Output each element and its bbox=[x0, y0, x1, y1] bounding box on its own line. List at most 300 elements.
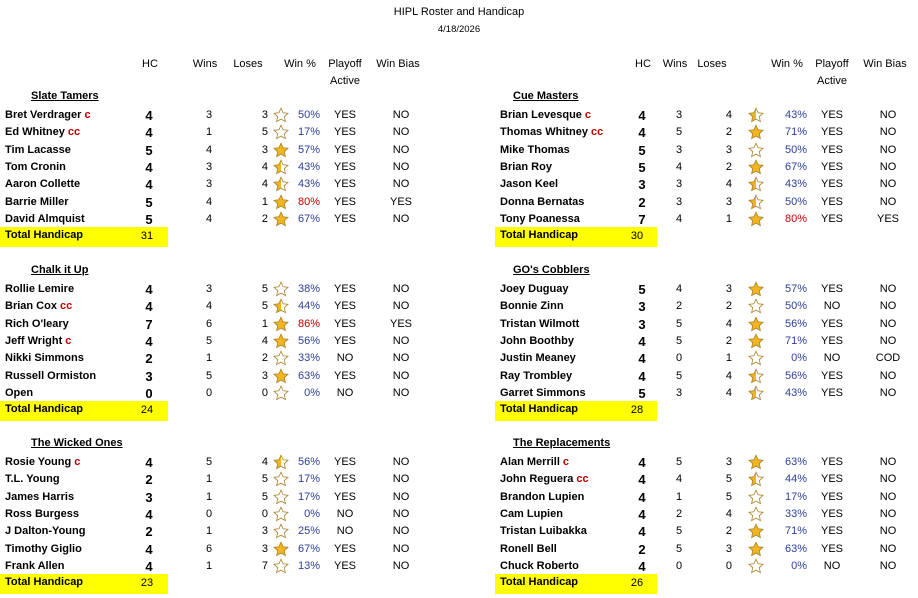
player-win-pct: 80% bbox=[297, 195, 320, 208]
player-win-bias: NO bbox=[879, 126, 897, 139]
player-hc: 0 bbox=[145, 385, 153, 401]
player-win-bias: YES bbox=[876, 212, 899, 225]
table-row bbox=[0, 506, 455, 523]
total-handicap-row bbox=[495, 401, 657, 421]
player-name-text: Jeff Wright bbox=[5, 334, 63, 347]
player-wins: 4 bbox=[205, 143, 213, 156]
table-row bbox=[495, 211, 918, 228]
table-row bbox=[0, 124, 455, 141]
player-wins: 6 bbox=[205, 542, 213, 555]
player-playoff-active: YES bbox=[820, 212, 843, 225]
player-loses: 0 bbox=[725, 559, 732, 572]
player-playoff-active: NO bbox=[823, 300, 841, 313]
player-wins: 4 bbox=[205, 212, 213, 225]
player-win-pct: 0% bbox=[791, 352, 807, 365]
table-row bbox=[495, 558, 918, 575]
player-wins: 4 bbox=[675, 212, 683, 225]
header-playoff-active: Playoff Active bbox=[328, 58, 362, 87]
player-loses: 3 bbox=[725, 283, 732, 295]
star-icon bbox=[748, 454, 764, 470]
player-playoff-active: NO bbox=[336, 507, 354, 520]
player-name-text: David Almquist bbox=[5, 212, 85, 225]
player-win-pct: 43% bbox=[297, 178, 320, 191]
player-playoff-active: YES bbox=[820, 143, 843, 156]
player-name-text: Rich O'leary bbox=[5, 317, 69, 330]
table-row bbox=[0, 298, 455, 315]
total-handicap-label: Total Handicap bbox=[5, 576, 84, 589]
player-win-bias: NO bbox=[392, 300, 410, 313]
player-playoff-active: YES bbox=[820, 334, 843, 347]
star-icon bbox=[748, 471, 764, 487]
player-playoff-active: NO bbox=[823, 352, 841, 365]
player-wins: 3 bbox=[205, 160, 213, 173]
player-wins: 1 bbox=[205, 473, 213, 486]
player-loses: 4 bbox=[261, 178, 268, 191]
player-name bbox=[500, 350, 576, 367]
total-handicap-value: 23 bbox=[140, 577, 154, 590]
player-loses: 5 bbox=[261, 490, 268, 503]
player-win-bias: YES bbox=[389, 317, 412, 330]
header-hc: HC bbox=[635, 58, 651, 70]
player-loses: 3 bbox=[261, 143, 268, 156]
player-hc: 3 bbox=[638, 299, 646, 315]
player-win-pct: 86% bbox=[297, 317, 320, 330]
player-playoff-active: YES bbox=[333, 559, 356, 572]
player-hc: 4 bbox=[638, 524, 646, 540]
player-name bbox=[500, 194, 584, 211]
player-hc: 4 bbox=[638, 108, 646, 123]
player-win-pct: 43% bbox=[784, 386, 807, 399]
player-wins: 5 bbox=[675, 525, 683, 538]
player-wins: 3 bbox=[675, 178, 683, 191]
player-name bbox=[5, 506, 79, 523]
player-name-text: Brian Roy bbox=[500, 160, 552, 173]
total-handicap-label: Total Handicap bbox=[500, 576, 579, 589]
player-name-text: Ed Whitney bbox=[5, 126, 65, 139]
player-name bbox=[5, 471, 60, 488]
player-win-pct: 17% bbox=[784, 490, 807, 503]
player-name-text: Russell Ormiston bbox=[5, 369, 97, 382]
player-win-pct: 44% bbox=[297, 300, 320, 313]
total-handicap-row bbox=[0, 574, 168, 594]
captain-marker: c bbox=[584, 109, 592, 121]
player-win-bias: NO bbox=[879, 300, 897, 313]
table-row bbox=[0, 176, 455, 193]
star-icon bbox=[748, 211, 764, 227]
player-hc: 2 bbox=[145, 472, 153, 488]
table-row bbox=[495, 124, 918, 141]
player-win-pct: 50% bbox=[297, 109, 320, 121]
player-playoff-active: NO bbox=[336, 386, 354, 399]
player-name-text: Tristan Luibakka bbox=[500, 525, 587, 538]
player-wins: 0 bbox=[205, 507, 213, 520]
player-playoff-active: YES bbox=[820, 473, 843, 486]
player-win-pct: 13% bbox=[297, 559, 320, 572]
player-wins: 5 bbox=[675, 126, 683, 139]
player-playoff-active: YES bbox=[820, 386, 843, 399]
star-icon bbox=[748, 176, 764, 192]
player-win-bias: NO bbox=[392, 456, 410, 468]
player-name-text: Nikki Simmons bbox=[5, 352, 84, 365]
player-name-text: Ray Trombley bbox=[500, 369, 573, 382]
player-win-bias: NO bbox=[392, 490, 410, 503]
player-playoff-active: YES bbox=[333, 542, 356, 555]
player-loses: 2 bbox=[261, 212, 268, 225]
player-name bbox=[5, 176, 80, 193]
player-playoff-active: YES bbox=[333, 317, 356, 330]
player-playoff-active: YES bbox=[333, 456, 356, 468]
player-wins: 4 bbox=[675, 283, 683, 295]
table-row bbox=[0, 281, 455, 298]
player-wins: 5 bbox=[675, 369, 683, 382]
player-name bbox=[5, 211, 85, 228]
player-name bbox=[5, 558, 65, 575]
player-loses: 0 bbox=[261, 507, 268, 520]
player-playoff-active: YES bbox=[333, 143, 356, 156]
player-win-bias: NO bbox=[392, 334, 410, 347]
player-playoff-active: YES bbox=[820, 317, 843, 330]
player-name-text: Bret Verdrager bbox=[5, 109, 82, 121]
player-hc: 2 bbox=[638, 194, 646, 210]
player-wins: 5 bbox=[675, 334, 683, 347]
player-playoff-active: YES bbox=[820, 160, 843, 173]
player-hc: 3 bbox=[145, 368, 153, 384]
table-row bbox=[495, 489, 918, 506]
player-hc: 4 bbox=[638, 472, 646, 488]
player-name-text: John Reguera bbox=[500, 473, 574, 486]
player-name bbox=[500, 333, 574, 350]
player-win-pct: 50% bbox=[784, 300, 807, 313]
player-win-pct: 56% bbox=[784, 369, 807, 382]
player-loses: 3 bbox=[725, 542, 732, 555]
player-name-text: Frank Allen bbox=[5, 559, 65, 572]
player-win-bias: NO bbox=[879, 456, 897, 468]
player-loses: 5 bbox=[261, 126, 268, 139]
player-playoff-active: YES bbox=[333, 369, 356, 382]
player-hc: 5 bbox=[145, 142, 153, 158]
team-name: GO's Cobblers bbox=[513, 264, 590, 276]
player-hc: 4 bbox=[145, 541, 153, 557]
player-name bbox=[5, 489, 74, 506]
player-name bbox=[5, 350, 84, 367]
player-name bbox=[500, 489, 584, 506]
player-loses: 2 bbox=[725, 525, 732, 538]
player-name-text: Bonnie Zinn bbox=[500, 300, 564, 313]
table-row bbox=[0, 385, 455, 402]
player-win-pct: 33% bbox=[784, 507, 807, 520]
player-hc: 2 bbox=[145, 351, 153, 367]
table-row bbox=[495, 471, 918, 488]
player-name-text: John Boothby bbox=[500, 334, 574, 347]
player-hc: 3 bbox=[638, 177, 646, 193]
player-win-pct: 56% bbox=[297, 456, 320, 468]
table-row bbox=[495, 107, 918, 124]
player-hc: 4 bbox=[638, 368, 646, 384]
player-name-text: Donna Bernatas bbox=[500, 195, 585, 208]
table-row bbox=[0, 194, 455, 211]
player-playoff-active: YES bbox=[333, 195, 356, 208]
player-playoff-active: YES bbox=[333, 126, 356, 139]
player-name-text: Ronell Bell bbox=[500, 542, 557, 555]
player-wins: 1 bbox=[205, 490, 213, 503]
player-name bbox=[500, 142, 570, 159]
player-win-bias: NO bbox=[879, 143, 897, 156]
player-name bbox=[5, 385, 33, 402]
player-playoff-active: YES bbox=[820, 490, 843, 503]
player-win-pct: 50% bbox=[784, 195, 807, 208]
player-loses: 3 bbox=[261, 109, 268, 121]
player-name bbox=[500, 558, 579, 575]
table-row bbox=[495, 541, 918, 558]
total-handicap-value: 24 bbox=[140, 404, 154, 417]
table-row bbox=[0, 333, 455, 350]
player-wins: 3 bbox=[675, 109, 683, 121]
player-hc: 4 bbox=[145, 108, 153, 123]
player-name bbox=[500, 506, 563, 523]
player-win-bias: NO bbox=[392, 283, 410, 295]
player-win-pct: 38% bbox=[297, 283, 320, 295]
player-name-text: Timothy Giglio bbox=[5, 542, 82, 555]
star-icon bbox=[748, 541, 764, 557]
player-win-pct: 67% bbox=[784, 160, 807, 173]
player-wins: 0 bbox=[205, 386, 213, 399]
star-icon bbox=[748, 350, 764, 366]
player-name bbox=[500, 107, 591, 124]
player-win-pct: 56% bbox=[784, 317, 807, 330]
player-loses: 3 bbox=[261, 542, 268, 555]
player-hc: 2 bbox=[638, 541, 646, 557]
player-name-text: Tom Cronin bbox=[5, 160, 66, 173]
header-win-bias: Win Bias bbox=[376, 58, 420, 70]
player-playoff-active: YES bbox=[820, 126, 843, 139]
player-playoff-active: YES bbox=[333, 334, 356, 347]
player-win-pct: 71% bbox=[784, 334, 807, 347]
player-win-bias: NO bbox=[879, 369, 897, 382]
table-row bbox=[495, 298, 918, 315]
player-win-bias: NO bbox=[879, 525, 897, 538]
header-playoff-active: Playoff Active bbox=[815, 58, 849, 87]
player-name-text: Rosie Young bbox=[5, 456, 72, 468]
player-win-pct: 0% bbox=[304, 507, 320, 520]
player-hc: 2 bbox=[145, 524, 153, 540]
table-row bbox=[0, 350, 455, 367]
player-loses: 1 bbox=[261, 317, 268, 330]
player-hc: 4 bbox=[145, 506, 153, 522]
captain-marker: c bbox=[562, 456, 570, 468]
player-hc: 4 bbox=[638, 351, 646, 367]
player-loses: 7 bbox=[261, 559, 268, 572]
player-playoff-active: YES bbox=[333, 490, 356, 503]
player-loses: 5 bbox=[725, 473, 732, 486]
player-win-bias: NO bbox=[879, 386, 897, 399]
player-wins: 5 bbox=[675, 456, 683, 468]
player-hc: 4 bbox=[145, 333, 153, 349]
player-name bbox=[5, 298, 72, 315]
player-loses: 4 bbox=[725, 109, 732, 121]
player-loses: 4 bbox=[725, 317, 732, 330]
player-wins: 0 bbox=[675, 352, 683, 365]
player-name bbox=[500, 281, 568, 298]
player-win-bias: NO bbox=[392, 126, 410, 139]
player-name bbox=[5, 316, 69, 333]
player-win-pct: 50% bbox=[784, 143, 807, 156]
player-name bbox=[500, 523, 587, 540]
player-win-bias: NO bbox=[392, 559, 410, 572]
player-win-pct: 80% bbox=[784, 212, 807, 225]
page-date: 4/18/2026 bbox=[437, 24, 481, 35]
table-row bbox=[0, 211, 455, 228]
player-name bbox=[500, 454, 569, 471]
player-loses: 3 bbox=[725, 195, 732, 208]
player-win-bias: NO bbox=[392, 507, 410, 520]
player-loses: 5 bbox=[261, 473, 268, 486]
team-name: Chalk it Up bbox=[31, 264, 89, 276]
total-handicap-row bbox=[0, 401, 168, 421]
table-row bbox=[495, 281, 918, 298]
page-title: HIPL Roster and Handicap bbox=[393, 6, 525, 18]
star-icon bbox=[748, 107, 764, 123]
total-handicap-row bbox=[495, 574, 657, 594]
player-name-text: Cam Lupien bbox=[500, 507, 563, 520]
player-hc: 7 bbox=[638, 211, 646, 227]
player-name bbox=[5, 541, 82, 558]
table-row bbox=[495, 368, 918, 385]
table-row bbox=[0, 316, 455, 333]
player-playoff-active: YES bbox=[333, 473, 356, 486]
total-handicap-label: Total Handicap bbox=[500, 403, 579, 416]
header-hc: HC bbox=[142, 58, 158, 70]
player-win-bias: NO bbox=[879, 283, 897, 295]
star-icon bbox=[748, 194, 764, 210]
header-loses: Loses bbox=[233, 58, 263, 70]
player-wins: 1 bbox=[205, 126, 213, 139]
player-name bbox=[5, 107, 91, 124]
player-hc: 5 bbox=[638, 282, 646, 297]
player-win-pct: 57% bbox=[297, 143, 320, 156]
player-win-pct: 63% bbox=[784, 542, 807, 555]
player-name bbox=[500, 298, 564, 315]
table-row bbox=[0, 454, 455, 471]
star-icon bbox=[748, 142, 764, 158]
player-loses: 2 bbox=[725, 334, 732, 347]
table-row bbox=[495, 194, 918, 211]
player-win-pct: 33% bbox=[297, 352, 320, 365]
player-name bbox=[500, 211, 580, 228]
player-win-bias: YES bbox=[389, 195, 412, 208]
player-name-text: Jason Keel bbox=[500, 178, 559, 191]
team-name: The Wicked Ones bbox=[31, 437, 123, 449]
header-win-pct: Win % bbox=[284, 58, 316, 70]
player-name bbox=[5, 523, 85, 540]
player-hc: 4 bbox=[638, 333, 646, 349]
player-loses: 4 bbox=[261, 160, 268, 173]
player-wins: 3 bbox=[675, 143, 683, 156]
header-win-pct: Win % bbox=[771, 58, 803, 70]
player-loses: 2 bbox=[725, 160, 732, 173]
team-name: The Replacements bbox=[513, 437, 611, 449]
player-name bbox=[5, 333, 71, 350]
player-name-text: Open bbox=[5, 386, 34, 399]
table-row bbox=[495, 176, 918, 193]
star-icon bbox=[748, 385, 764, 401]
player-name-text: Mike Thomas bbox=[500, 143, 570, 156]
player-win-bias: NO bbox=[392, 109, 410, 121]
player-wins: 3 bbox=[205, 109, 213, 121]
player-loses: 3 bbox=[725, 143, 732, 156]
star-icon bbox=[748, 489, 764, 505]
player-loses: 1 bbox=[725, 352, 732, 365]
player-hc: 3 bbox=[145, 489, 153, 505]
table-row bbox=[495, 333, 918, 350]
table-row bbox=[0, 142, 455, 159]
captain-marker: cc bbox=[591, 126, 604, 139]
player-name bbox=[500, 541, 557, 558]
player-win-bias: NO bbox=[392, 386, 410, 399]
player-name-text: J Dalton-Young bbox=[5, 525, 86, 538]
player-name bbox=[500, 176, 558, 193]
table-row bbox=[0, 368, 455, 385]
player-name-text: Tristan Wilmott bbox=[500, 317, 580, 330]
player-wins: 2 bbox=[675, 300, 683, 313]
player-name-text: Tim Lacasse bbox=[5, 143, 71, 156]
star-icon bbox=[748, 558, 764, 574]
player-loses: 4 bbox=[725, 507, 732, 520]
player-name-text: Tony Poanessa bbox=[500, 212, 580, 225]
player-win-bias: NO bbox=[392, 542, 410, 555]
player-win-bias: NO bbox=[879, 109, 897, 121]
captain-marker: cc bbox=[59, 300, 73, 313]
total-handicap-label: Total Handicap bbox=[5, 229, 84, 242]
player-hc: 5 bbox=[638, 159, 646, 175]
player-win-pct: 17% bbox=[297, 126, 320, 139]
player-wins: 4 bbox=[205, 195, 213, 208]
player-wins: 3 bbox=[205, 283, 213, 295]
player-playoff-active: YES bbox=[820, 178, 843, 191]
player-wins: 5 bbox=[205, 456, 213, 468]
player-name bbox=[500, 368, 572, 385]
player-win-pct: 57% bbox=[784, 283, 807, 295]
star-icon bbox=[748, 333, 764, 349]
player-hc: 5 bbox=[638, 142, 646, 158]
player-hc: 4 bbox=[638, 125, 646, 141]
player-name bbox=[500, 159, 552, 176]
table-row bbox=[0, 159, 455, 176]
player-win-pct: 71% bbox=[784, 126, 807, 139]
player-name bbox=[5, 368, 96, 385]
team-name: Slate Tamers bbox=[31, 90, 99, 102]
player-win-pct: 25% bbox=[297, 525, 320, 538]
star-icon bbox=[748, 124, 764, 140]
player-wins: 1 bbox=[205, 525, 213, 538]
player-name bbox=[5, 159, 66, 176]
player-win-pct: 71% bbox=[784, 525, 807, 538]
player-win-bias: NO bbox=[392, 473, 410, 486]
player-wins: 1 bbox=[205, 559, 213, 572]
player-wins: 5 bbox=[205, 334, 213, 347]
player-win-bias: NO bbox=[392, 352, 410, 365]
player-win-bias: NO bbox=[392, 160, 410, 173]
player-loses: 1 bbox=[261, 195, 268, 208]
player-wins: 0 bbox=[675, 559, 683, 572]
player-loses: 5 bbox=[261, 283, 268, 295]
player-hc: 4 bbox=[638, 455, 646, 470]
player-win-bias: NO bbox=[879, 195, 897, 208]
total-handicap-row bbox=[0, 227, 168, 247]
player-win-pct: 43% bbox=[784, 178, 807, 191]
player-win-bias: NO bbox=[392, 212, 410, 225]
player-win-bias: NO bbox=[879, 542, 897, 555]
player-win-pct: 17% bbox=[297, 490, 320, 503]
